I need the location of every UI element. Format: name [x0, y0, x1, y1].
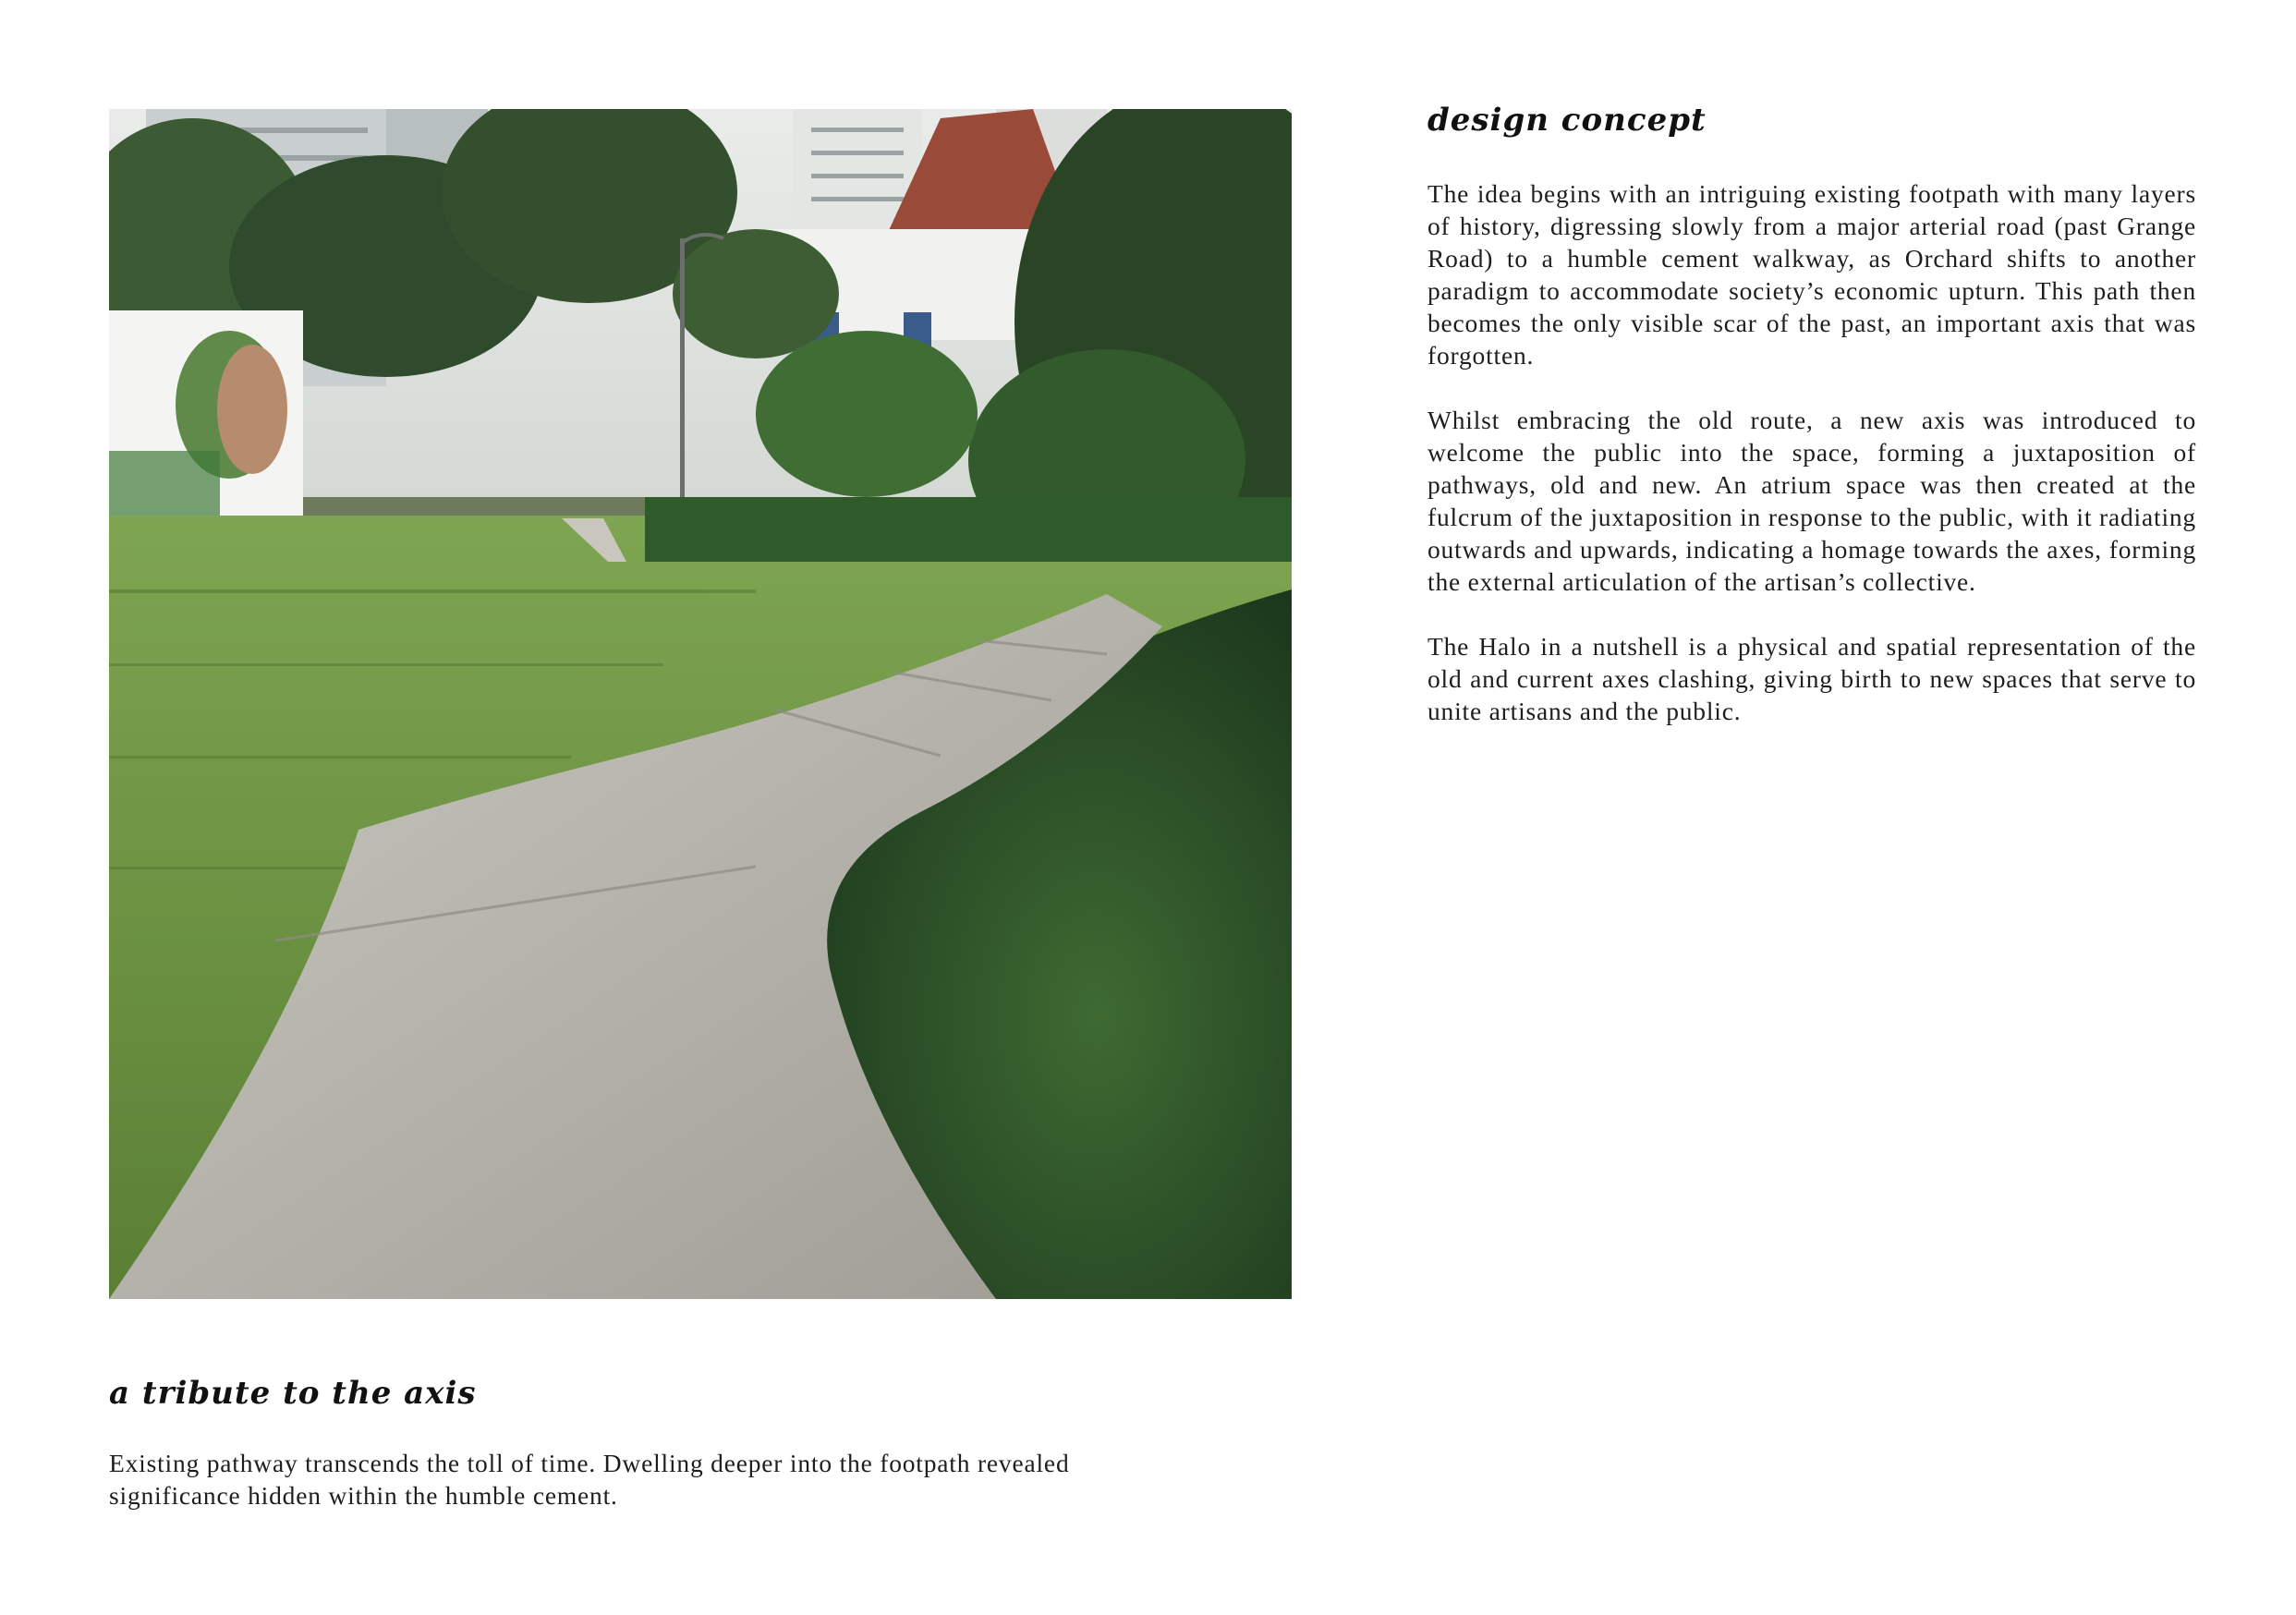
tribute-text-line-1: Existing pathway transcends the toll of time. Dwelling deeper into the footpath revealed: [109, 1449, 1070, 1477]
tribute-heading: a tribute to the axis: [109, 1375, 477, 1412]
concept-paragraph-1: The idea begins with an intriguing existing footpath with many layers of history, digressing slowly from a major arterial road (past Grange Road) to a humble cement walkway, as Orchard shifts to another paradigm to accommodate society’s economic upturn. This path then becomes the only visible scar of the past, an important axis that was forgotten.: [1427, 179, 2196, 370]
footpath-photo: [109, 109, 1292, 1299]
photo-scene: [109, 109, 1292, 1299]
concept-paragraph-3: The Halo in a nutshell is a physical and spatial representation of the old and current axes clashing, giving birth to new spaces that serve to unite artisans and the public.: [1427, 632, 2196, 725]
hedge: [645, 497, 1292, 562]
design-concept-heading: design concept: [1427, 102, 1707, 139]
tribute-text-line-2: significance hidden within the humble cement.: [109, 1481, 618, 1510]
tribute-text: [109, 1447, 1255, 1512]
tribute-caption-section: [109, 1375, 1255, 1512]
concept-paragraph-2: Whilst embracing the old route, a new axis was introduced to welcome the public into the space, forming a juxtaposition of pathways, old and new. An atrium space was then created at the fulcrum of the juxtaposition in response to the public, with it radiating outwards and upwards, indicating a homage towards the axes, forming the external articulation of the artisan’s collective.: [1427, 406, 2196, 596]
design-concept-section: [1427, 102, 2196, 759]
mural-billboard: [109, 310, 303, 532]
